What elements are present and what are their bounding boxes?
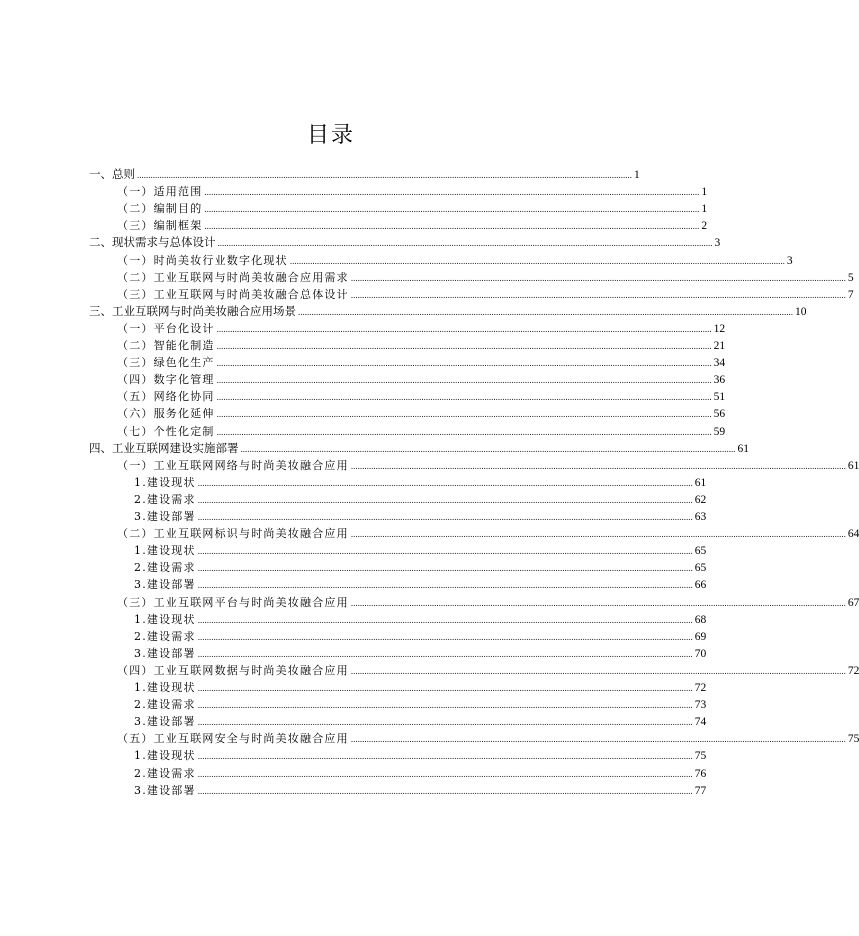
toc-entry-page: 72 (847, 664, 859, 677)
toc-leader-dots: ............................................................................................................................................................................................................................ (137, 170, 632, 180)
toc-entry-page: 61 (847, 459, 859, 472)
toc-entry-label: 1.建设现状 (134, 544, 196, 558)
toc-entry-label: 3.建设部署 (134, 783, 196, 797)
toc-entry-page: 76 (694, 767, 707, 780)
toc-leader-dots: ............................................................................................................................................................................................................................ (197, 717, 693, 728)
toc-entry-label: 二、现状需求与总体设计 (89, 235, 216, 250)
toc-entry[interactable] (134, 576, 707, 593)
toc-leader-dots: ............................................................................................................................................................................................................................ (350, 665, 846, 676)
toc-entry-page: 12 (713, 322, 726, 335)
toc-leader-dots: ............................................................................................................................................................................................................................ (197, 614, 693, 625)
toc-entry[interactable] (89, 303, 807, 320)
toc-entry-page: 61 (737, 442, 749, 455)
page-title: 目录 (306, 123, 355, 148)
toc-entry-page: 65 (694, 545, 707, 558)
toc-entry[interactable] (134, 628, 707, 645)
toc-entry-label: 一、总则 (89, 167, 135, 181)
toc-entry-page: 10 (795, 305, 807, 318)
toc-entry-page: 3 (786, 254, 793, 267)
toc-entry-label: 2.建设需求 (134, 629, 196, 643)
toc-leader-dots: ............................................................................................................................................................................................................................ (197, 477, 693, 488)
toc-entry-label: （二）编制目的 (117, 202, 203, 216)
toc-leader-dots: ............................................................................................................................................................................................................................ (289, 255, 785, 266)
toc-leader-dots: ............................................................................................................................................................................................................................ (197, 768, 693, 779)
toc-entry-page: 2 (701, 220, 708, 233)
toc-entry-page: 65 (694, 562, 707, 575)
toc-entry[interactable] (117, 337, 726, 354)
toc-entry-label: （三）工业互联网平台与时尚美妆融合应用 (117, 595, 349, 609)
toc-entry-label: 1.建设现状 (134, 475, 196, 489)
toc-leader-dots: ............................................................................................................................................................................................................................ (350, 289, 846, 300)
toc-entry-page: 5 (847, 271, 854, 284)
toc-entry-label: （一）平台化设计 (117, 321, 215, 335)
toc-entry[interactable] (117, 217, 708, 234)
toc-entry-label: 2.建设需求 (134, 766, 196, 780)
toc-entry-page: 1 (701, 186, 708, 199)
toc-entry-page: 70 (694, 647, 707, 660)
toc-entry-label: 三、工业互联网与时尚美妆融合应用场景 (89, 303, 296, 318)
toc-entry-label: （二）工业互联网与时尚美妆融合应用需求 (117, 270, 349, 284)
toc-entry-label: 3.建设部署 (134, 646, 196, 660)
toc-entry[interactable] (117, 423, 726, 440)
toc-entry-label: （三）绿色化生产 (117, 356, 215, 370)
toc-entry[interactable] (117, 200, 708, 217)
toc-entry[interactable] (117, 183, 708, 200)
toc-entry-page: 34 (713, 357, 726, 370)
toc-entry-page: 72 (694, 682, 707, 694)
toc-entry-label: 1.建设现状 (134, 749, 196, 763)
toc-entry-label: 1.建设现状 (134, 612, 196, 626)
toc-entry-label: （一）适用范围 (117, 185, 203, 199)
toc-entry-page: 56 (713, 408, 726, 421)
toc-entry[interactable] (134, 782, 707, 799)
toc-leader-dots: ............................................................................................................................................................................................................................ (197, 631, 693, 642)
toc-leader-dots: ............................................................................................................................................................................................................................ (240, 443, 736, 454)
toc-entry-page: 3 (714, 237, 721, 250)
toc-entry-page: 64 (847, 528, 859, 541)
toc-leader-dots: ............................................................................................................................................................................................................................ (197, 700, 693, 711)
toc-leader-dots: ............................................................................................................................................................................................................................ (298, 306, 793, 317)
toc-leader-dots: ............................................................................................................................................................................................................................ (197, 563, 693, 574)
toc-entry-label: （三）工业互联网与时尚美妆融合总体设计 (117, 287, 349, 301)
toc-entry-page: 51 (713, 391, 726, 404)
toc-entry-page: 74 (694, 716, 707, 729)
toc-entry-label: （一）时尚美妆行业数字化现状 (117, 253, 288, 267)
toc-entry[interactable] (117, 730, 859, 747)
toc-entry-page: 75 (847, 733, 859, 746)
toc-entry-label: （四）数字化管理 (117, 373, 215, 387)
toc-entry-label: （二）智能化制造 (117, 339, 215, 352)
toc-leader-dots: ............................................................................................................................................................................................................................ (350, 734, 846, 745)
toc-entry-page: 21 (713, 340, 726, 352)
toc-entry-label: 2.建设需求 (134, 698, 196, 712)
toc-leader-dots: ............................................................................................................................................................................................................................ (216, 426, 712, 437)
toc-entry-label: 1.建设现状 (134, 681, 196, 694)
toc-entry-page: 61 (694, 476, 707, 489)
toc-entry[interactable] (89, 166, 640, 183)
toc-leader-dots: ............................................................................................................................................................................................................................ (204, 221, 700, 232)
toc-leader-dots: ............................................................................................................................................................................................................................ (197, 785, 693, 796)
toc-entry[interactable] (117, 286, 854, 303)
toc-entry-page: 77 (694, 784, 707, 797)
toc-entry[interactable] (134, 696, 707, 713)
toc-entry[interactable] (134, 611, 707, 628)
toc-entry-page: 66 (694, 579, 707, 592)
toc-entry[interactable] (117, 405, 726, 422)
toc-entry[interactable] (134, 713, 707, 730)
toc-entry[interactable] (117, 320, 726, 337)
toc-leader-dots: ............................................................................................................................................................................................................................ (197, 580, 693, 591)
toc-entry[interactable] (134, 559, 707, 576)
toc-entry-label: （二）工业互联网标识与时尚美妆融合应用 (117, 527, 349, 541)
toc-entry-label: （七）个性化定制 (117, 424, 215, 438)
toc-leader-dots: ............................................................................................................................................................................................................................ (350, 460, 846, 471)
toc-entry-page: 7 (847, 288, 854, 301)
toc-entry-label: 3.建设部署 (134, 510, 196, 523)
toc-entry[interactable] (117, 269, 854, 286)
toc-entry[interactable] (134, 747, 707, 764)
toc-leader-dots: ............................................................................................................................................................................................................................ (216, 409, 712, 420)
toc-entry[interactable] (134, 765, 707, 782)
toc-entry[interactable] (134, 645, 707, 662)
toc-leader-dots: ............................................................................................................................................................................................................................ (197, 494, 693, 505)
toc-entry-page: 1 (634, 169, 640, 181)
toc-entry[interactable] (134, 542, 707, 559)
toc-leader-dots: ............................................................................................................................................................................................................................ (216, 392, 712, 403)
toc-entry[interactable] (89, 440, 749, 457)
toc-entry-label: （三）编制框架 (117, 219, 203, 233)
toc-leader-dots: ............................................................................................................................................................................................................................ (350, 597, 846, 608)
toc-entry-page: 68 (694, 613, 707, 626)
toc-entry-page: 67 (847, 596, 859, 609)
toc-entry-label: （五）工业互联网安全与时尚美妆融合应用 (117, 732, 349, 746)
toc-leader-dots: ............................................................................................................................................................................................................................ (204, 187, 700, 198)
toc-entry-label: 2.建设需求 (134, 492, 196, 506)
toc-entry[interactable] (134, 508, 707, 525)
toc-entry-page: 1 (701, 203, 708, 216)
toc-leader-dots: ............................................................................................................................................................................................................................ (216, 375, 712, 386)
toc-leader-dots: ............................................................................................................................................................................................................................ (216, 323, 712, 334)
toc-entry-label: 3.建设部署 (134, 715, 196, 729)
toc-entry-label: （一）工业互联网网络与时尚美妆融合应用 (117, 458, 349, 472)
toc-entry-page: 73 (694, 699, 707, 712)
toc-entry-page: 69 (694, 630, 707, 643)
toc-leader-dots: ............................................................................................................................................................................................................................ (197, 751, 693, 762)
toc-entry[interactable] (134, 474, 707, 491)
toc-leader-dots: ............................................................................................................................................................................................................................ (197, 546, 693, 557)
toc-entry[interactable] (117, 354, 726, 371)
toc-entry-label: （四）工业互联网数据与时尚美妆融合应用 (117, 663, 349, 677)
toc-entry[interactable] (134, 491, 707, 508)
toc-entry-label: （五）网络化协同 (117, 390, 215, 404)
toc-entry-label: （六）服务化延伸 (117, 407, 215, 421)
toc-entry-page: 59 (713, 425, 726, 438)
toc-entry[interactable] (134, 679, 707, 696)
toc-entry[interactable] (117, 525, 859, 542)
toc-entry[interactable] (117, 252, 793, 269)
toc-entry[interactable] (117, 594, 859, 611)
toc-entry[interactable] (89, 234, 721, 251)
toc-entry-page: 36 (713, 374, 726, 387)
toc-entry-label: 2.建设需求 (134, 561, 196, 575)
toc-entry-label: 3.建设部署 (134, 578, 196, 592)
toc-entry-page: 62 (694, 493, 707, 506)
toc-entry[interactable] (117, 457, 859, 474)
toc-entry[interactable] (117, 388, 726, 405)
toc-leader-dots: ............................................................................................................................................................................................................................ (197, 648, 693, 659)
toc-leader-dots: ............................................................................................................................................................................................................................ (197, 683, 693, 693)
toc-leader-dots: ............................................................................................................................................................................................................................ (216, 341, 712, 351)
toc-leader-dots: ............................................................................................................................................................................................................................ (350, 272, 846, 283)
toc-entry-page: 63 (694, 511, 707, 523)
toc-entry-page: 75 (694, 750, 707, 763)
toc-leader-dots: ............................................................................................................................................................................................................................ (216, 358, 712, 369)
toc-leader-dots: ............................................................................................................................................................................................................................ (204, 204, 700, 215)
toc-leader-dots: ............................................................................................................................................................................................................................ (217, 238, 713, 249)
toc-leader-dots: ............................................................................................................................................................................................................................ (197, 512, 693, 522)
toc-leader-dots: ............................................................................................................................................................................................................................ (350, 529, 846, 540)
toc-entry[interactable] (117, 662, 859, 679)
toc-entry-label: 四、工业互联网建设实施部署 (89, 440, 239, 455)
toc-entry[interactable] (117, 371, 726, 388)
